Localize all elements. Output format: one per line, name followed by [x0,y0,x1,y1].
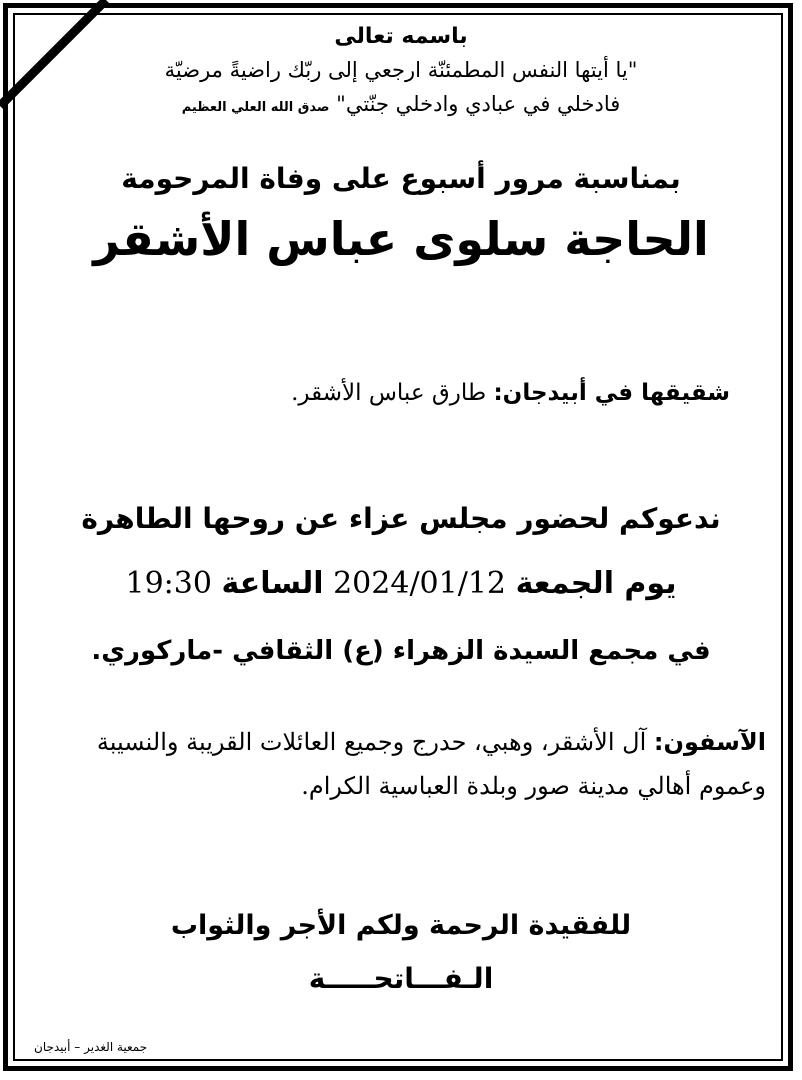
brother-label: شقيقها في أبيدجان: [493,380,730,406]
invitation-line: ندعوكم لحضور مجلس عزاء عن روحها الطاهرة [81,502,721,535]
verse-line-1: "يا أيتها النفس المطمئنّة ارجعي إلى ربّك راضيةً مرضيّة [164,58,638,82]
event-time: 19:30 [125,566,212,601]
date-time-line [20,566,782,601]
fatiha: الـفـــاتحـــــة [308,962,494,995]
mourners-text: آل الأشقر، وهبي، حدرج وجميع العائلات القريبة والنسيبة وعموم أهالي مدينة صور وبلدة العباسية الكرام. [96,728,766,800]
occasion-heading: بمناسبة مرور أسبوع على وفاة المرحومة [121,162,681,195]
closing-line: للفقيدة الرحمة ولكم الأجر والثواب [170,910,632,941]
brother-line [291,380,730,406]
mourners-label: الآسفون: [653,728,766,756]
verse-text: فادخلي في عبادي وادخلي جنّتي" [336,92,621,116]
deceased-name: الحاجة سلوى عباس الأشقر [93,212,709,266]
footer-organization: جمعية الغدير – أبيدجان [34,1040,148,1054]
verse-line-2 [20,92,782,116]
mourners-paragraph [36,720,766,808]
brother-name: طارق عباس الأشقر. [291,380,487,406]
venue-line: في مجمع السيدة الزهراء (ع) الثقافي -ماركوري. [91,636,711,666]
event-date: 2024/01/12 [333,566,507,601]
verse-attribution: صدق الله العلي العظيم [181,100,330,115]
time-label: الساعة [221,566,324,601]
basmala: باسمه تعالى [334,24,468,49]
day-label: يوم الجمعة [515,566,677,601]
